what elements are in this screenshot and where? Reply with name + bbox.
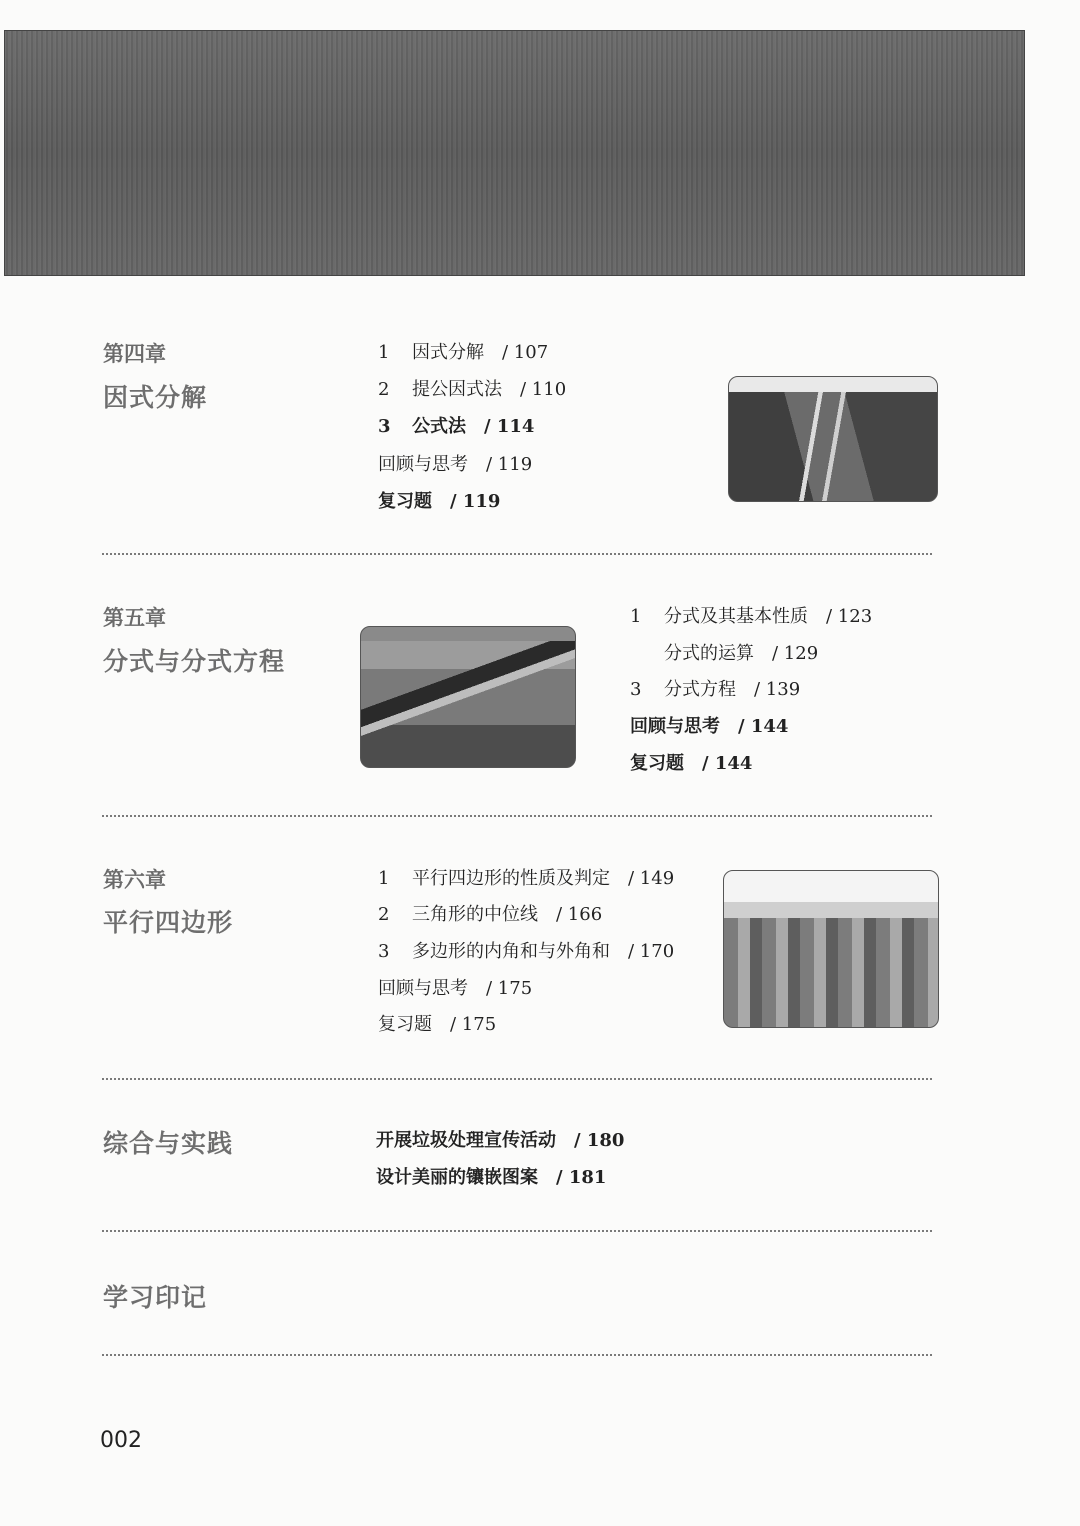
entry-page: / 110 xyxy=(520,379,567,400)
toc-entry[interactable] xyxy=(378,412,534,438)
divider xyxy=(102,1230,932,1232)
chapter-6-title: 平行四边形 xyxy=(103,908,234,937)
header-banner xyxy=(4,30,1025,276)
divider xyxy=(102,1354,932,1356)
entry-title: 复习题 xyxy=(630,753,684,774)
entry-number: 2 xyxy=(378,904,390,925)
entry-number: 3 xyxy=(378,416,391,437)
entry-number: 3 xyxy=(378,941,390,962)
entry-number: 1 xyxy=(378,868,390,889)
entry-title: 提公因式法 xyxy=(412,379,502,400)
entry-page: / 170 xyxy=(628,941,675,962)
toc-entry[interactable] xyxy=(378,864,674,890)
chapter-4-title: 因式分解 xyxy=(103,383,208,412)
toc-entry[interactable] xyxy=(378,375,566,401)
divider xyxy=(102,553,932,555)
journal-title: 学习印记 xyxy=(103,1283,208,1312)
toc-entry[interactable] xyxy=(630,712,788,738)
entry-page: / 144 xyxy=(738,716,789,737)
toc-entry[interactable] xyxy=(630,675,800,701)
entry-title: 分式方程 xyxy=(664,679,736,700)
entry-title: 因式分解 xyxy=(412,342,484,363)
divider xyxy=(102,1078,932,1080)
toc-entry[interactable] xyxy=(378,974,532,1000)
toc-entry[interactable] xyxy=(630,749,752,775)
toc-entry[interactable] xyxy=(378,1010,496,1036)
entry-page: / 144 xyxy=(702,753,753,774)
entry-title: 分式及其基本性质 xyxy=(664,606,808,627)
entry-title: 三角形的中位线 xyxy=(412,904,538,925)
toc-entry[interactable] xyxy=(378,338,548,364)
entry-title: 设计美丽的镶嵌图案 xyxy=(376,1167,538,1188)
toc-entry[interactable] xyxy=(376,1163,606,1189)
toc-entry[interactable] xyxy=(378,487,500,513)
entry-page: / 175 xyxy=(486,978,533,999)
bridge-photo xyxy=(360,626,576,768)
chapter-6-number: 第六章 xyxy=(103,868,166,892)
chapter-4-number: 第四章 xyxy=(103,342,166,366)
entry-page: / 139 xyxy=(754,679,801,700)
toc-entry[interactable] xyxy=(378,937,674,963)
entry-page: / 114 xyxy=(484,416,535,437)
divider xyxy=(102,815,932,817)
entry-page: / 180 xyxy=(574,1130,625,1151)
entry-title: 多边形的内角和与外角和 xyxy=(412,941,610,962)
farmland-photo xyxy=(723,870,939,1028)
entry-page: / 175 xyxy=(450,1014,497,1035)
practice-title: 综合与实践 xyxy=(103,1129,234,1158)
entry-title: 复习题 xyxy=(378,491,432,512)
entry-number: 1 xyxy=(630,606,642,627)
highway-photo xyxy=(728,376,938,502)
page-number: 002 xyxy=(100,1428,142,1453)
entry-page: / 107 xyxy=(502,342,549,363)
entry-page: / 119 xyxy=(450,491,501,512)
toc-entry[interactable] xyxy=(376,1126,624,1152)
entry-page: / 149 xyxy=(628,868,675,889)
entry-number: 3 xyxy=(630,679,642,700)
toc-entry[interactable] xyxy=(630,602,872,628)
entry-title: 平行四边形的性质及判定 xyxy=(412,868,610,889)
toc-entry[interactable] xyxy=(378,450,532,476)
entry-page: / 123 xyxy=(826,606,873,627)
entry-title: 回顾与思考 xyxy=(630,716,720,737)
entry-number: 2 xyxy=(378,379,390,400)
entry-number: 1 xyxy=(378,342,390,363)
chapter-5-title: 分式与分式方程 xyxy=(103,647,286,676)
entry-title: 复习题 xyxy=(378,1014,432,1035)
toc-entry[interactable] xyxy=(378,900,602,926)
toc-entry[interactable] xyxy=(630,639,818,665)
entry-title: 回顾与思考 xyxy=(378,978,468,999)
entry-page: / 181 xyxy=(556,1167,607,1188)
entry-title: 公式法 xyxy=(412,416,466,437)
entry-title: 回顾与思考 xyxy=(378,454,468,475)
entry-title: 分式的运算 xyxy=(664,643,754,664)
entry-page: / 129 xyxy=(772,643,819,664)
chapter-5-number: 第五章 xyxy=(103,606,166,630)
entry-page: / 166 xyxy=(556,904,603,925)
entry-title: 开展垃圾处理宣传活动 xyxy=(376,1130,556,1151)
entry-page: / 119 xyxy=(486,454,533,475)
